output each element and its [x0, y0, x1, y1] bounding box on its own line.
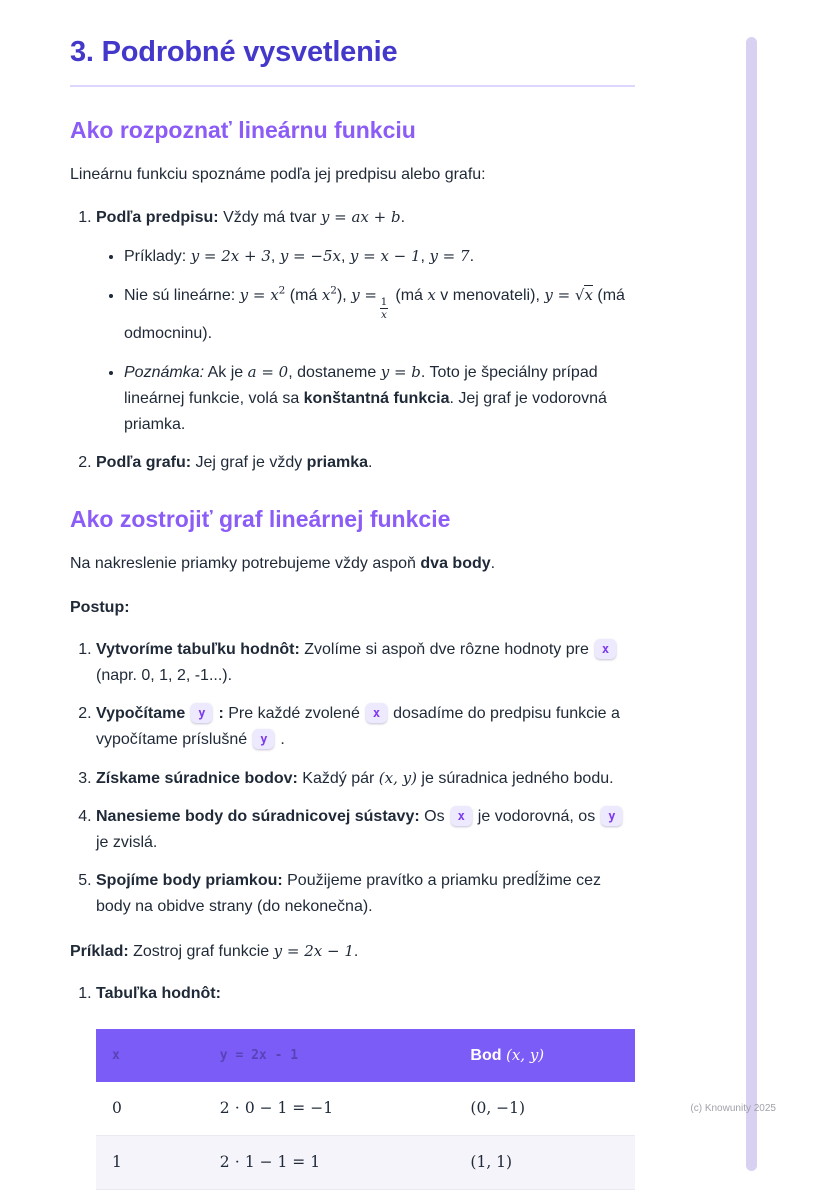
math-inline: y = 7 [429, 247, 470, 265]
list-item-tabulka-hodnot [96, 981, 635, 1190]
text-segment: . [368, 454, 373, 472]
list-item-text [96, 981, 635, 1007]
step-text [96, 637, 635, 689]
inline-code-badge: y [191, 703, 212, 723]
bold-text: Získame súradnice bodov: [96, 770, 298, 788]
math-inline: y = 2x − 1 [273, 942, 354, 961]
table-cell-x [96, 1082, 204, 1136]
table-row [96, 1136, 635, 1190]
math-superscript: 2 [330, 284, 337, 297]
table-cell-x [96, 1136, 204, 1190]
bold-text: Vytvoríme tabuľku hodnôt: [96, 641, 300, 659]
math-inline: y = b [380, 363, 421, 382]
text-segment: Os [419, 808, 445, 826]
step-text [96, 765, 635, 792]
bold-text: Tabuľka hodnôt: [96, 985, 221, 1003]
list-item-podla-predpisu [96, 204, 635, 438]
italic-text: Poznámka: [124, 364, 205, 382]
text-segment: . Toto je špeciálny prípad lineárnej funkcie, volá sa [124, 364, 598, 408]
text-segment: v menovateli), [435, 287, 545, 304]
text-segment: Nie sú lineárne: [124, 287, 240, 304]
math-inline: y = 2x + 3 [190, 247, 271, 265]
math-inline: x [321, 286, 331, 304]
text-segment: Každý pár [297, 770, 379, 788]
math-inline: 0 [112, 1099, 122, 1118]
math-fraction: $\frac{1}{x}$ [380, 296, 388, 322]
step-item-4 [96, 804, 635, 856]
text-segment: , [420, 248, 430, 265]
table-row [96, 1082, 635, 1136]
inline-code-badge: y [253, 729, 274, 749]
math-inline: y = x − 1 [349, 247, 421, 265]
math-inline: a = 0 [247, 363, 289, 382]
text-segment: Zvolíme si aspoň dve rôzne hodnoty pre [299, 641, 589, 659]
text-segment: dosadíme do predpisu funkcie a vypočítame príslušné [96, 705, 620, 749]
text-segment: ), [336, 287, 352, 304]
text-segment: Pre každé zvolené [223, 705, 360, 723]
math-inline: 2 ⋅ 1 − 1 = 1 [219, 1153, 321, 1172]
values-table-head [96, 1029, 635, 1082]
math-inline: y = ax + b [320, 208, 401, 226]
bullet-item-priklady [124, 243, 635, 270]
list-item-text [96, 450, 635, 476]
bullet-item-poznamka [124, 359, 635, 438]
math-inline: (x, y) [505, 1046, 545, 1065]
values-table-body [96, 1082, 635, 1190]
list-item-podla-grafu [96, 450, 635, 476]
section-heading-construct: Ako zostrojiť graf lineárnej funkcie [70, 506, 451, 533]
text-segment: je zvislá. [96, 834, 158, 852]
page-edge-bar [746, 37, 757, 1171]
examples-bullet-list [96, 243, 635, 438]
bullet-item-text [124, 282, 635, 347]
math-inline: (1, 1) [470, 1153, 513, 1172]
inline-code-badge: x [366, 703, 387, 723]
text-segment: , dostaneme [288, 364, 381, 382]
table-header-x [96, 1029, 204, 1082]
text-segment: Jej graf je vždy [191, 454, 307, 472]
table-header-expr [204, 1029, 455, 1082]
math-inline: y = [351, 286, 377, 304]
text-segment: je vodorovná, os [477, 808, 596, 826]
text-segment: Zostroj graf funkcie [128, 943, 274, 961]
text-segment: Ak je [204, 364, 248, 382]
bold-text: Podľa grafu: [96, 454, 192, 472]
text-segment: Použijeme pravítko a priamku predĺžime cez body na obidve strany (do nekonečna). [96, 872, 602, 916]
math-inline: x [427, 286, 436, 304]
document-content [70, 36, 635, 1190]
text-segment: . [400, 209, 406, 226]
bold-text: Podľa predpisu: [96, 209, 219, 226]
math-inline: 1 [112, 1153, 122, 1172]
page-title: 3. Podrobné vysvetlenie [70, 36, 398, 68]
values-table [96, 1029, 635, 1190]
bold-text: Nanesieme body do súradnicovej sústavy: [96, 808, 420, 826]
step-item-5 [96, 868, 635, 920]
header-code-text: y = 2x - 1 [219, 1048, 299, 1064]
list-item-text [96, 204, 635, 231]
bold-text: Bod [470, 1047, 506, 1065]
inline-code-badge: y [601, 806, 622, 826]
text-segment: Vždy má tvar [218, 209, 321, 226]
math-inline: (x, y) [378, 769, 417, 788]
copyright-watermark: (c) Knowunity 2025 [690, 1103, 776, 1114]
bold-text: Postup: [70, 599, 130, 617]
bold-text: Príklad: [70, 943, 129, 961]
text-segment: . [353, 943, 359, 961]
bold-text: dva body [420, 555, 491, 573]
text-segment: je súradnica jedného bodu. [416, 770, 614, 788]
bold-text: konštantná funkcia [303, 390, 450, 408]
bullet-item-text [124, 243, 635, 270]
inline-code-badge: x [451, 806, 472, 826]
text-segment: . [469, 248, 475, 265]
math-inline: y = [544, 286, 575, 304]
header-code-text: x [112, 1048, 120, 1064]
text-segment: , [340, 248, 350, 265]
math-inline: 2 ⋅ 0 − 1 = −1 [219, 1099, 334, 1118]
text-segment: . [280, 731, 285, 749]
bold-text: Vypočítame [96, 705, 186, 723]
math-inline: y = −5x [279, 247, 341, 265]
step-item-2 [96, 701, 635, 753]
bullet-item-nie-su-linearne [124, 282, 635, 347]
step-text [96, 868, 635, 920]
table-header-row [96, 1029, 635, 1082]
text-segment: Lineárnu funkciu spoznáme podľa jej predpisu alebo grafu: [70, 166, 486, 183]
recognize-list [70, 204, 635, 476]
paragraph-dva-body [70, 551, 635, 577]
title-divider [70, 85, 635, 87]
bold-text: Spojíme body priamkou: [96, 872, 283, 890]
table-cell-expr [204, 1136, 455, 1190]
table-header-bod [454, 1029, 635, 1082]
paragraph-postup [70, 595, 635, 621]
table-cell-expr [204, 1082, 455, 1136]
step-text [96, 701, 635, 753]
math-inline: y = x [239, 286, 279, 304]
text-segment: (má odmocninu). [124, 287, 625, 343]
step-item-1 [96, 637, 635, 689]
bullet-item-text [124, 359, 635, 438]
text-segment: . [490, 555, 496, 573]
paragraph-priklad [70, 938, 635, 965]
section-heading-recognize: Ako rozpoznať lineárnu funkciu [70, 117, 416, 143]
text-segment: Príklady: [124, 248, 191, 265]
inline-code-badge: x [595, 639, 616, 659]
intro-paragraph [70, 162, 635, 188]
text-segment: Na nakreslenie priamky potrebujeme vždy aspoň [70, 555, 421, 573]
math-superscript: 2 [278, 284, 286, 297]
bold-text: : [218, 705, 224, 723]
step-item-3 [96, 765, 635, 792]
bold-text: priamka [306, 454, 369, 472]
text-segment: (má [285, 287, 322, 304]
text-segment: . Jej graf je vodorovná priamka. [124, 390, 607, 434]
table-cell-bod [454, 1136, 635, 1190]
text-segment: (má [390, 287, 428, 304]
step-text [96, 804, 635, 856]
text-segment: (napr. 0, 1, 2, -1...). [96, 667, 233, 685]
math-sqrt: √x [574, 286, 593, 304]
text-segment: , [270, 248, 280, 265]
table-section-list [70, 981, 635, 1190]
math-inline: (0, −1) [470, 1099, 526, 1118]
steps-list [70, 637, 635, 920]
table-cell-bod [454, 1082, 635, 1136]
